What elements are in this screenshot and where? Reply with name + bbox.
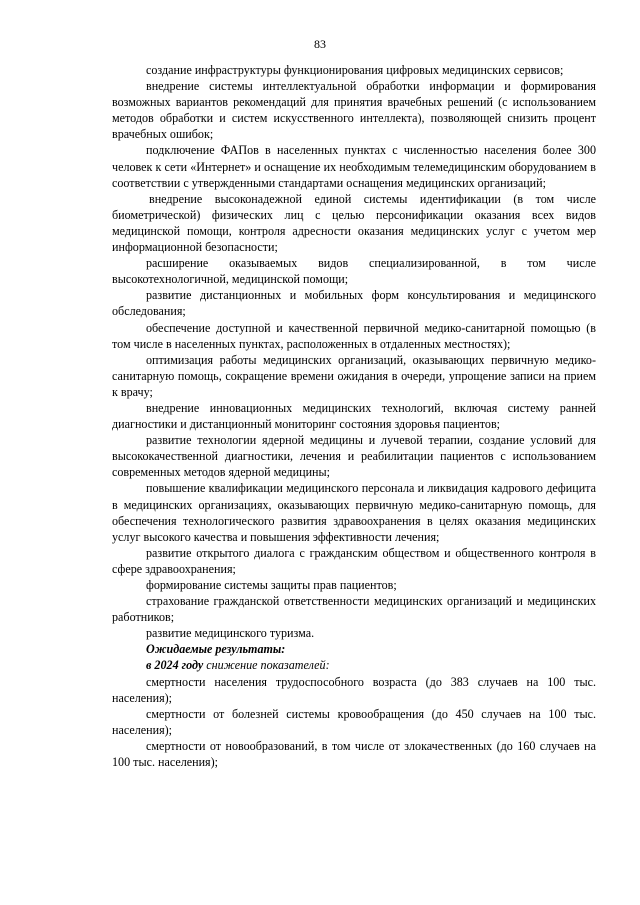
- result-item: смертности населения трудоспособного возраста (до 383 случаев на 100 тыс. населения);: [112, 674, 596, 705]
- paragraph: внедрение системы интеллектуальной обработки информации и формирования возможных вариантов рекомендаций для принятия врачебных решений (с использованием методов обработки и систем искусственного интеллекта), позволяющей снизить процент врачебных ошибок;: [112, 79, 596, 142]
- paragraph: развитие медицинского туризма.: [146, 626, 315, 641]
- paragraph: развитие открытого диалога с гражданским обществом и общественного контроля в сфере здравоохранения;: [112, 545, 596, 576]
- paragraph: подключение ФАПов в населенных пунктах с численностью населения более 300 человек к сети «Интернет» и оснащение их необходимым телемедицинским оборудованием в соответствии с утвержденными стандартами оснащения медицинских организаций;: [112, 143, 596, 190]
- paragraph: оптимизация работы медицинских организаций, оказывающих первичную медико-санитарную помощь, сокращение времени ожидания в очереди, упрощение записи на прием к врачу;: [112, 352, 596, 399]
- paragraph: повышение квалификации медицинского персонала и ликвидация кадрового дефицита в медицинских организациях, оказывающих первичную медико-санитарную помощь, для обеспечения технологического развития здравоохранения в целях оказания медицинских услуг высокого качества и повышения эффективности лечения;: [112, 481, 596, 544]
- results-heading: Ожидаемые результаты:: [146, 642, 286, 657]
- results-subheading: [112, 657, 596, 673]
- paragraph: формирование системы защиты прав пациентов;: [146, 578, 397, 592]
- paragraph: расширение оказываемых видов специализированной, в том числе высокотехнологичной, медицинской помощи;: [112, 256, 596, 287]
- year-label: в 2024 году: [146, 658, 204, 673]
- result-item: смертности от новообразований, в том числе от злокачественных (до 160 случаев на 100 тыс. населения);: [112, 738, 596, 770]
- paragraph: обеспечение доступной и качественной первичной медико-санитарной помощью (в том числе в населенных пунктах, расположенных в отдаленных местностях);: [112, 320, 596, 351]
- page-number: 83: [314, 37, 326, 51]
- paragraph: внедрение инновационных медицинских технологий, включая систему ранней диагностики и дистанционный мониторинг состояния здоровья пациентов;: [112, 400, 596, 432]
- paragraph: внедрение высоконадежной единой системы идентификации (в том числе биометрической) физических лиц с целью персонификации оказания всех видов медицинской помощи, контроля адресности оказания медицинских услуг с учетом мер информационной безопасности;: [112, 191, 596, 255]
- result-item: смертности от болезней системы кровообращения (до 450 случаев на 100 тыс. населения);: [112, 706, 596, 737]
- paragraph: развитие технологии ядерной медицины и лучевой терапии, создание условий для высококачественной диагностики, лечения и реабилитации пациентов с использованием современных методов ядерной медицины;: [112, 433, 596, 480]
- paragraph: развитие дистанционных и мобильных форм консультирования и медицинского обследования;: [112, 288, 596, 319]
- document-body: [112, 62, 596, 770]
- reduction-label: снижение показателей:: [203, 658, 330, 673]
- paragraph: страхование гражданской ответственности медицинских организаций и медицинских работников;: [112, 594, 596, 625]
- paragraph: создание инфраструктуры функционирования цифровых медицинских сервисов;: [146, 63, 564, 77]
